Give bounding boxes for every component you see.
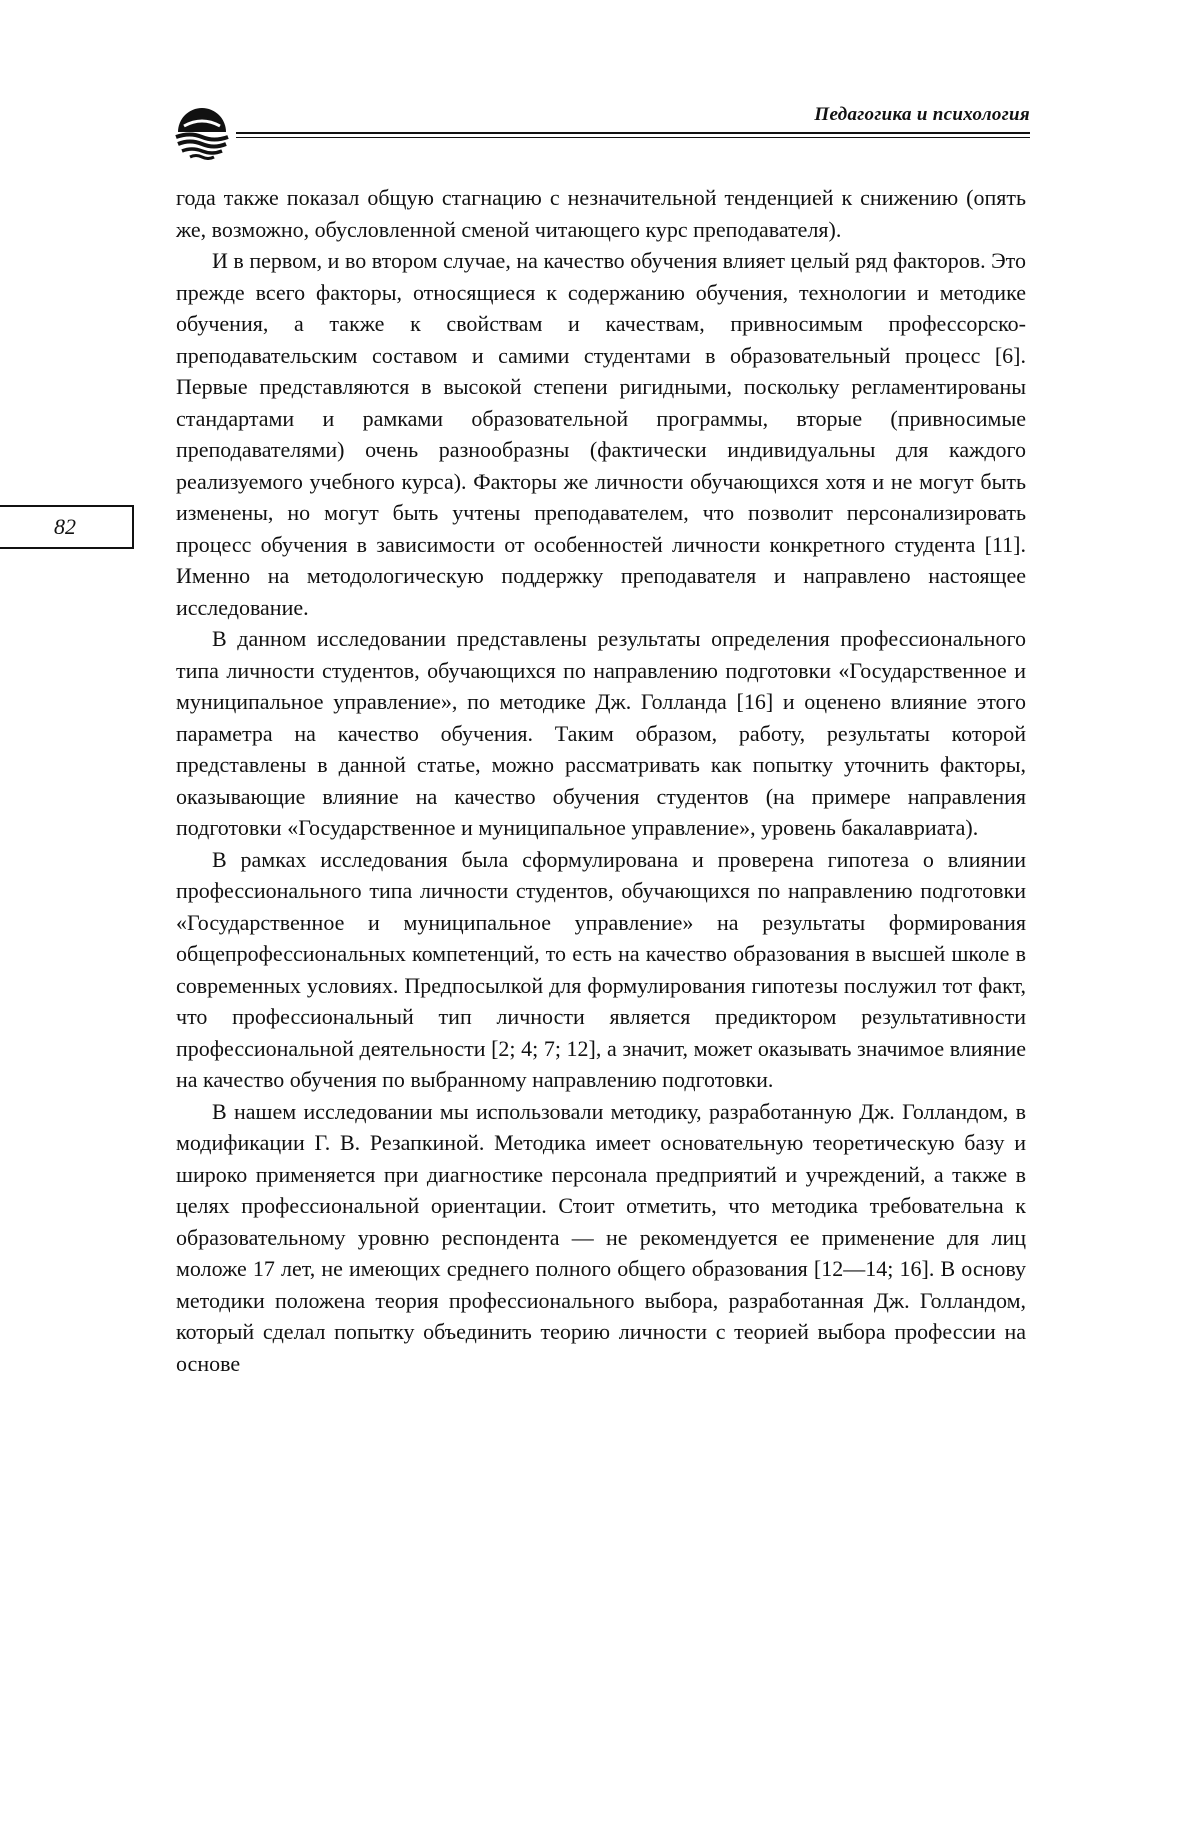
header-rule-thick xyxy=(236,132,1030,134)
paragraph: И в первом, и во втором случае, на качество обучения влияет целый ряд факторов. Это прежде всего факторы, относящиеся к содержанию обучения, технологии и методике обучения, а также к свойствам и качествам, привносимым профессорско-преподавательским составом и самими студентами в образовательный процесс [6]. Первые представляются в высокой степени ригидными, поскольку регламентированы стандартами и рамками образовательной программы, вторые (привносимые преподавателями) очень разнообразны (фактически индивидуальны для каждого реализуемого учебного курса). Факторы же личности обучающихся хотя и не могут быть изменены, но могут быть учтены преподавателем, что позволит персонализировать процесс обучения в зависимости от особенностей личности конкретного студента [11]. Именно на методологическую поддержку преподавателя и направлено настоящее исследование. xyxy=(176,248,1026,620)
paragraph: года также показал общую стагнацию с незначительной тенденцией к снижению (опять же, возможно, обусловленной сменой читающего курс преподавателя). xyxy=(176,185,1026,242)
paragraph: В нашем исследовании мы использовали методику, разработанную Дж. Голландом, в модификации Г. В. Резапкиной. Методика имеет основательную теоретическую базу и широко применяется при диагностике персонала предприятий и учреждений, а также в целях профессиональной ориентации. Стоит отметить, что методика требовательна к образовательному уровню респондента — не рекомендуется ее применение для лиц моложе 17 лет, не имеющих среднего полного общего образования [12—14; 16]. В основу методики положена теория профессионального выбора, разработанная Дж. Голландом, который сделал попытку объединить теорию личности с теорией выбора профессии на основе xyxy=(176,1098,1026,1376)
running-header xyxy=(170,100,1030,160)
header-rule-thin xyxy=(236,137,1030,138)
journal-logo-icon xyxy=(170,104,234,160)
paragraph: В данном исследовании представлены результаты определения профессионального типа личности студентов, обучающихся по направлению подготовки «Государственное и муниципальное управление», по методике Дж. Голланда [16] и оценено влияние этого параметра на качество обучения. Таким образом, работу, результаты которой представлены в данной статье, можно рассматривать как попытку уточнить факторы, оказывающие влияние на качество обучения студентов (на примере направления подготовки «Государственное и муниципальное управление», уровень бакалавриата). xyxy=(176,626,1026,840)
journal-section-title: Педагогика и психология xyxy=(814,104,1030,125)
article-body xyxy=(176,182,1026,1379)
page-number: 82 xyxy=(0,505,134,549)
paragraph: В рамках исследования была сформулирована и проверена гипотеза о влиянии профессионального типа личности студентов, обучающихся по направлению подготовки «Государственное и муниципальное управление» на результаты формирования общепрофессиональных компетенций, то есть на качество образования в высшей школе в современных условиях. Предпосылкой для формулирования гипотезы послужил тот факт, что профессиональный тип личности является предиктором результативности профессиональной деятельности [2; 4; 7; 12], а значит, может оказывать значимое влияние на качество обучения по выбранному направлению подготовки. xyxy=(176,846,1026,1092)
